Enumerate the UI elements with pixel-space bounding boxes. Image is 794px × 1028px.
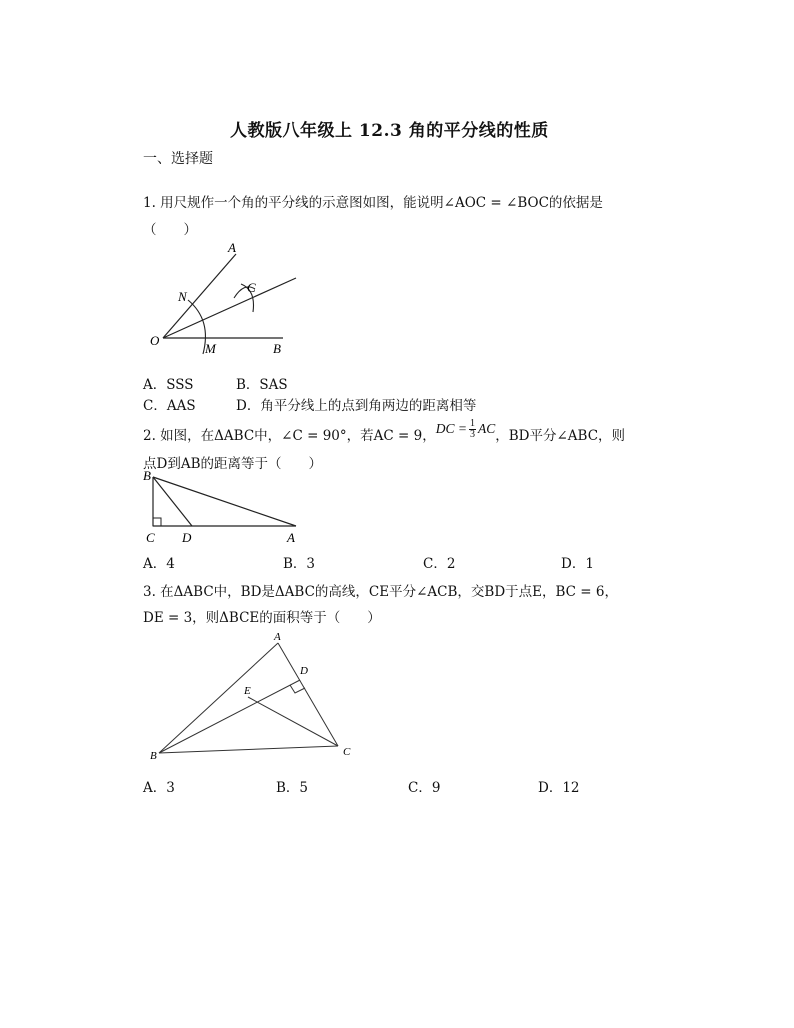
altitude-bd xyxy=(159,680,300,753)
section-heading: 一、选择题 xyxy=(143,151,213,167)
q1-option-c[interactable]: C．AAS xyxy=(143,398,196,414)
q2-option-a[interactable]: A．4 xyxy=(143,556,175,572)
q1-option-b[interactable]: B．SAS xyxy=(236,377,288,393)
q2-frac-den: 3 xyxy=(469,428,475,440)
q2-frac-lhs: DC = xyxy=(435,421,467,436)
bisector-ce xyxy=(248,697,338,746)
q1-option-a[interactable]: A．SSS xyxy=(143,377,194,393)
label-d: D xyxy=(182,530,192,545)
arc-mn xyxy=(188,300,205,354)
label-d: D xyxy=(300,665,308,677)
q1-option-d[interactable]: D．角平分线上的点到角两边的距离相等 xyxy=(236,398,477,414)
page-title: 人教版八年级上 12.3 角的平分线的性质 xyxy=(230,121,549,141)
label-b: B xyxy=(143,468,151,483)
q3-option-d[interactable]: D．12 xyxy=(538,780,580,796)
q2-text-line1 xyxy=(143,417,626,444)
q3-option-c[interactable]: C．9 xyxy=(408,780,441,796)
label-o: O xyxy=(150,333,160,348)
q1-text-line1: 1. 用尺规作一个角的平分线的示意图如图，能说明∠AOC = ∠BOC的依据是 xyxy=(143,195,603,211)
label-b: B xyxy=(150,750,157,762)
q3-figure xyxy=(140,628,360,768)
q2-frac xyxy=(469,419,476,440)
label-m: M xyxy=(205,341,216,356)
label-b: B xyxy=(273,341,281,356)
q2-frac-rhs: AC xyxy=(477,421,496,436)
q2-option-d[interactable]: D．1 xyxy=(561,556,594,572)
ray-oc xyxy=(163,278,296,338)
q3-option-a[interactable]: A．3 xyxy=(143,780,175,796)
bisector-bd xyxy=(153,477,192,526)
side-ab xyxy=(159,643,278,753)
side-bc xyxy=(159,746,338,753)
q2-figure xyxy=(140,468,310,548)
label-a: A xyxy=(274,631,281,643)
q2-frac-num: 1 xyxy=(469,417,475,429)
label-c: C xyxy=(343,746,351,758)
q2-option-b[interactable]: B．3 xyxy=(283,556,316,572)
label-c: C xyxy=(247,280,256,295)
q3-option-b[interactable]: B．5 xyxy=(276,780,309,796)
q2-line1-post: ，BD平分∠ABC，则 xyxy=(495,428,626,444)
label-a: A xyxy=(287,530,295,545)
label-a: A xyxy=(228,240,236,255)
right-angle-mark xyxy=(153,518,161,526)
q2-text-line2: 点D到AB的距离等于（ ） xyxy=(143,456,322,472)
ray-oa xyxy=(163,254,236,338)
q2-line1-pre: 2. 如图，在ΔABC中，∠C = 90°，若AC = 9， xyxy=(143,428,436,444)
q3-text-line2: DE = 3，则ΔBCE的面积等于（ ） xyxy=(143,610,381,626)
label-c: C xyxy=(146,530,155,545)
q1-text-line2: （ ） xyxy=(143,222,197,238)
label-e: E xyxy=(244,685,251,697)
q2-fraction-expr xyxy=(436,419,496,440)
label-n: N xyxy=(178,289,187,304)
q2-option-c[interactable]: C．2 xyxy=(423,556,456,572)
side-ba xyxy=(153,477,296,526)
q1-figure xyxy=(140,240,310,360)
side-ac xyxy=(278,643,338,746)
q3-text-line1: 3. 在ΔABC中，BD是ΔABC的高线，CE平分∠ACB，交BD于点E，BC = 6， xyxy=(143,584,618,600)
